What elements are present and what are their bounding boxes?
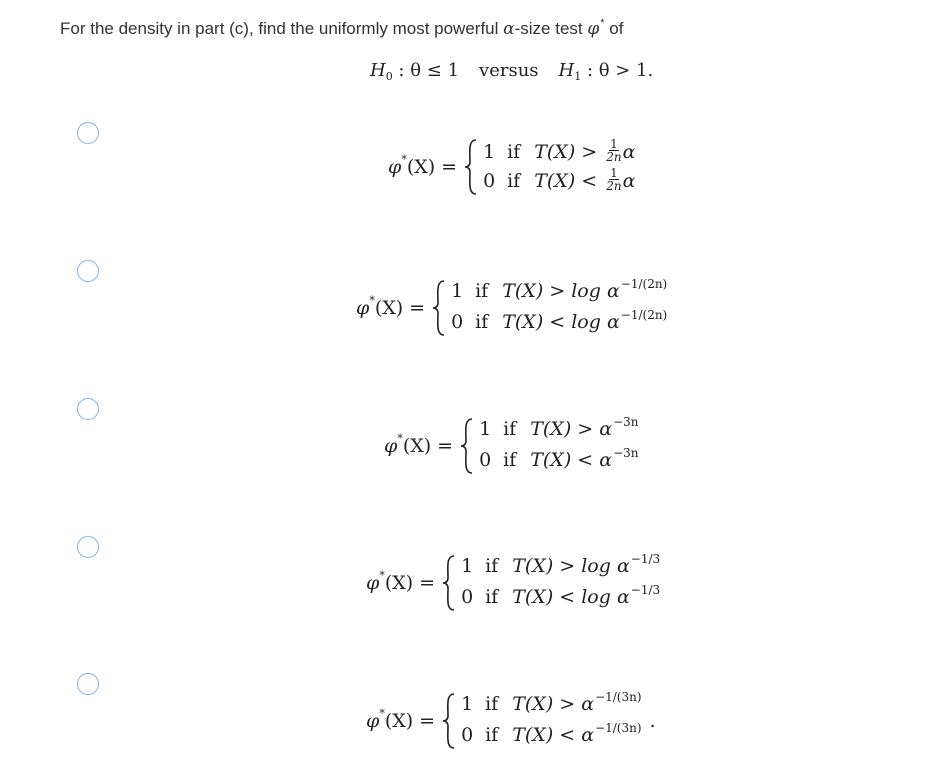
h0-subscript: 0 xyxy=(385,70,393,83)
option-4-radio[interactable] xyxy=(77,536,99,558)
option-1-row-2: 0 if T(X) < $\frac{1}{2n}$ α xyxy=(483,165,636,193)
option-1-radio[interactable] xyxy=(77,122,99,144)
option-5-brace xyxy=(441,692,457,750)
option-2-row-1: 1 if $T(X) > \log \alpha^{-1/(2n)}$ xyxy=(451,277,668,302)
h0-condition: : θ ≤ 1 xyxy=(392,60,460,81)
question-text xyxy=(60,19,623,39)
option-4-formula xyxy=(366,552,660,614)
h0-symbol: H xyxy=(370,60,386,81)
option-5-row-1: 1 if $T(X) > \alpha^{-1/(3n)}$ xyxy=(461,690,642,715)
option-5-formula xyxy=(366,690,656,752)
option-1-formula xyxy=(388,138,635,196)
question-phi: φ xyxy=(587,19,600,39)
question-prefix: For the density in part (c), find the uniformly most powerful xyxy=(60,19,504,38)
versus-label: versus xyxy=(479,60,539,81)
option-3-radio[interactable] xyxy=(77,398,99,420)
option-3-row-1: 1 if $T(X) > \alpha^{-3n}$ xyxy=(479,415,639,440)
option-5-radio[interactable] xyxy=(77,673,99,695)
option-3-brace xyxy=(459,417,475,475)
h1-subscript: 1 xyxy=(574,70,582,83)
option-1-row-1: 1 if T(X) > $\frac{1}{2n}$ α xyxy=(483,136,636,164)
option-3-lhs: φ * (X) = xyxy=(384,431,454,457)
option-2-brace xyxy=(431,279,447,337)
question-middle: -size test xyxy=(514,19,588,38)
h1-condition: : θ > 1. xyxy=(581,60,654,81)
option-5-trailing-period: . xyxy=(649,710,656,732)
option-4-brace xyxy=(441,554,457,612)
option-1-lhs: φ * (X) = xyxy=(388,152,458,178)
h1-symbol: H xyxy=(558,60,575,81)
option-3-formula xyxy=(384,415,638,477)
option-2-lhs: φ * (X) = xyxy=(356,293,426,319)
option-5-lhs: φ * (X) = xyxy=(366,706,436,732)
option-2-row-2: 0 if $T(X) < \log \alpha^{-1/(2n)}$ xyxy=(451,308,668,333)
option-2-formula xyxy=(356,277,667,339)
option-4-row-2: 0 if $T(X) < \log \alpha^{-1/3}$ xyxy=(461,583,661,608)
question-star: * xyxy=(600,17,605,29)
option-3-row-2: 0 if $T(X) < \alpha^{-3n}$ xyxy=(479,446,639,471)
question-suffix: of xyxy=(604,19,624,38)
option-2-radio[interactable] xyxy=(77,260,99,282)
option-4-lhs: φ * (X) = xyxy=(366,568,436,594)
option-1-brace xyxy=(463,138,479,196)
hypotheses xyxy=(370,60,653,81)
question-alpha: α xyxy=(503,19,515,39)
option-5-row-2: 0 if $T(X) < \alpha^{-1/(3n)}$ xyxy=(461,721,642,746)
option-4-row-1: 1 if $T(X) > \log \alpha^{-1/3}$ xyxy=(461,552,661,577)
